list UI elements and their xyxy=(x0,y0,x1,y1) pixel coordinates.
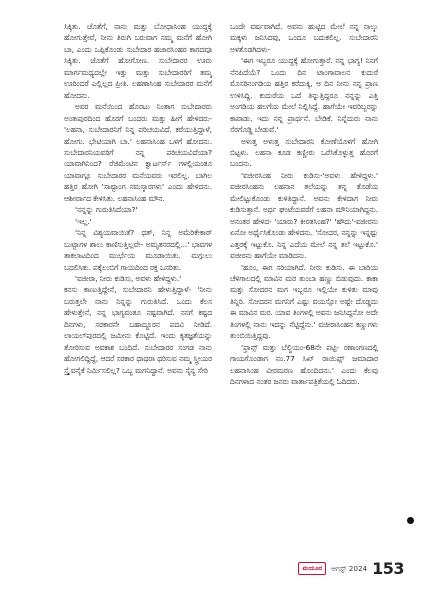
paragraph: 'ವಜೀರಾ, ನೀರು ಕುಡಿಸು, ಅವಳು ಹೇಳಿದ್ದಳು.' xyxy=(75,273,182,283)
paragraph: ಅವರ ಮನೆಯಿಂದ ಹೊರಟು ನಿಂತಾಗ ಸುಬೇದಾರರು ಅಂತಃಪುರದಿಂದ ಹೊರಗೆ ಬಂದರು ಮತ್ತು ಹೀಗೆ ಹೇಳಿದರು-'ಲಹನಾ, ಸುಬೇದಾರನಿಗೆ ನಿನ್ನ ಪರಿಚಯವಿದೆ. ಕರೆಯುತ್ತಿದ್ದಾಳೆ, ಹೋಗು. ಭೇಟಿಯಾಗಿ ಬಾ.' ಲಹನಾಸಿಂಹ ಒಳಗೆ ಹೋದನು. ಸುಬೇದಾರನಿಯವರಿಗೆ ನನ್ನ ಪರಿಚಯವಿದೆಯಾ? ಯಾವಾಗಿನಿಂದ? ರೆಜಿಮೆಂಟಿನ ಕ್ವಾರ್ಟರ್ಸ್ ಗಳಲ್ಲಿಯಂತೂ ಯಾವಾಗ್ಲೂ ಸುಬೇದಾರರ ಮನೆಯವರು ಇರಲಿಲ್ಲ. ಬಾಗಿಲ ಹತ್ತಿರ ಹೋಗಿ 'ಸಾಷ್ಟಾಂಗ ನಮಸ್ಕಾರಗಳು' ಎಂದು ಹೇಳಿದನು. ಆಶೀರ್ವಾದ ಕೇಳಿಸಿತು. ಲಹನಾಸಿಂಹ ಮೌನ. xyxy=(64,102,212,203)
paragraph: ಕನಸು ಕಾಣುತ್ತಿದ್ದೇನೆ, ಸುಬೇದಾರನಿ ಹೇಳುತ್ತಿದ್ದಾಳೆ- 'ನೀನು ಬರುತ್ತಲೇ ನಾನು ನಿನ್ನನ್ನು ಗುರುತಿಸಿದೆ. ಒಂದು ಕೆಲಸ ಹೇಳುತ್ತೇನೆ, ನನ್ನ ಭಾಗ್ಯವಂತೂ ನಷ್ಟವಾಗಿದೆ. ನನಗೆ ಕಷ್ಟದ ದಿನಗಳು, ಸರಕಾರನೇ ಬಹಾದ್ದೂರನ ಪದವಿ ನೀಡಿದೆ. ಲಾಯಲ್‌ಪುರದಲ್ಲಿ ಜಮೀನು ಕೊಟ್ಟಿದೆ. ಇಂದು ಕೃತಜ್ಞತೆಯನ್ನು ತೋರಿಸುವ ಅವಕಾಶ ಬಂದಿದೆ. ಸುಬೇದಾರರ ಸಂಗಡ ನಾನು ಹೋಗಲಿದ್ದಿದ್ದೆ, ಆದರೆ ಸರಕಾರ ಥಾಥರಾ ಥರಿಸುವ ನಮ್ಮ ಸ್ತ್ರೀಯರ ಸ್ತ್ರೈವನೈಕೆ ನಿರ್ಮಿಸಲಿಲ್ಲ? ಒಬ್ಬ ಮಗನಿದ್ದಾನೆ. ಅವನು ಸೈನ್ಯ ಸೇರಿ xyxy=(64,285,212,375)
right-column xyxy=(230,21,378,572)
paragraph: 'ಇಲ್ಲ.' xyxy=(75,216,92,226)
page-number: 153 xyxy=(372,559,404,578)
paragraph: 'ಈಗ ಇಬ್ಬರೂ ಯುದ್ಧಕ್ಕೆ ಹೋಗುತ್ತಾರೆ. ನನ್ನ ಭಾಗ್ಯ! ನಿನಗೆ ನೆನಪಿದೆಯೆ? ಒಂದು ದಿನ ಟಾಂಗಾವಾಲನ ಕುದುರೆ ಮೊಸರಿನಂಗಡಿಯ ಹತ್ತಿರ ಕರೆದುಕ್ಕಿ, ಆ ದಿನ ನೀನು ನನ್ನ ಪ್ರಾಣ ಉಳಿಸಿದ್ದಿ. ಕುದುರೆಯ ಒದೆ ತಿನ್ನುತ್ತಿದ್ದರೂ ನನ್ನನ್ನು ಎತ್ತಿ ಅಂಗಡಿಯ ಹಲಗೆಯ ಮೇಲೆ ನಿಲ್ಲಿಸಿದ್ದೆ. ಹಾಗೆಯೇ ಇವರಿಬ್ಬರನ್ನು ಕಾಪಾಡು. ಇದು ನನ್ನ ಪ್ರಾರ್ಥನೆ. ಬೇಡಿಕೆ. ನಿನ್ನೆದುರು ನಾನು ಸೆರಗೊಡ್ಡಿ ಬೇಡುವೆ.' xyxy=(230,56,378,135)
paragraph: 'ಫ್ರಾನ್ಸ್ ಮತ್ತು ಬೆಲ್ಜಿಯಂ-68ನೇ ಪಟ್ಟಿ- ರಣಾಂಗಣದಲ್ಲಿ ಗಾಯಗೊಂಡಾಗ ನಂ.77 ಸಿಖ್ ರಾಯಿಫ್ಸ್ ಜಮಾದಾರ ಲಹನಾಸಿಂಹ ವೀರಮರಣ ಹೊಂದಿದನು.' ಎಂದು ಕೆಲವು ದಿನಗಳಾದ ನಂತರ ಜನರು ವಾರ್ತಾಪತ್ರಿಕೆಯಲ್ಲಿ ಓದಿದರು. xyxy=(230,342,378,387)
left-column xyxy=(64,21,212,572)
paragraph: 'ಹೂಂ, ಈಗ ಸರಿಯಾಗಿದೆ. ನೀರು ಕುಡಿಸು. ಈ ಬಾರಿಯ ಚೆಳಿಗಾಲದಲ್ಲಿ ಮಾವಿನ ಮರ ತುಂಬಾ ಹಣ್ಣು ಬಿಡುವುದು. ಕಾಕಾ ಮತ್ತು ಸೋದರನ ಮಗ ಇಬ್ಬರೂ ಇಲ್ಲಿಯೇ ಕುಳಿತು ಮಾವು ತಿನ್ನಿರಿ. ಸೋದರನ ಮಗನಿಗೆ ಎಷ್ಟು ವಯಸ್ಸೋ ಅಷ್ಟೇ ದೊಡ್ಡದು ಈ ಮಾವಿನ ಮರ. ಯಾವ ತಿಂಗಳಲ್ಲಿ ಅವನು ಜನಿಸಿದ್ದನೋ ಅದೇ ತಿಂಗಳಲ್ಲಿ ನಾನು ಇದನ್ನು ನೆಟ್ಟಿದ್ದೆನು.' ವಜೀರಾಸಿಂಹನ ಕಣ್ಣುಗಳು ತುಂಬಿಯಿತ್ತಿದ್ದವು. xyxy=(230,262,378,341)
magazine-logo: ಮಯೂರ xyxy=(298,562,326,575)
paragraph: ಒಂದೇ ವರ್ಷವಾಗಿದೆ. ಅವನು ಹುಟ್ಟಿದ ಮೇಲೆ ನನ್ನ ನಾಲ್ಕು ಮಕ್ಕಳು ಜನಿಸಿದವು, ಒಂದೂ ಬದುಕಲಿಲ್ಲ. ಸುಬೇದಾರನಿ ಅಳತೊಡಗಿದಳು- xyxy=(230,22,378,54)
page-footer xyxy=(298,559,404,578)
paragraph: 'ನಿನ್ನ ವಿಶ್ಯಯವಾಯಿತೆ? ಧತ್, ನಿನ್ನ ಅಮೆರಿಕೇಕಾರ್ ಬುಟ್ಟಾಗಳ ಶಾಲು ಕಾಣಿಸುತ್ತಿಲ್ಲವೇ- ಅಮೃತಸರದಲ್ಲಿ...' ಭಾವಗಳ ತಾಕಲಾಟದಿಂದ ಮುರ್ಛೆಯ ಮೂಡಾಯಿತು. ಮಗ್ಗುಲು ಬದಲಿಸಿತು. ಪಕ್ಕೆಲುಬಿಗೆ ಗಾಯದಿಂದ ರಕ್ತ ಒಸರಿತು. xyxy=(64,228,212,272)
paragraph: ಸಿಕ್ಕಿತು. ಜೊತೆಗೆ, ನಾನು ಮತ್ತು ಬೋಧಾಸಿಂಹ ಯುದ್ಧಕ್ಕೆ ಹೋಗುತ್ತೇವೆ, ನೀನು ತಿರುಗಿ ಬರುವಾಗ ನಮ್ಮ ಮನೆಗೆ ಹೋಗಿ ಬಾ, ಎಂದು ಒಪ್ಪಿಕೊಂಡು ಸುಬೇದಾರ ಹಜಾರಸಿಂಹರ ಕಾಗದವೂ ಸಿಕ್ಕಿತು. ಜೊತೆಗೆ ಹೋಗೋಣ. ಸುಬೇದಾರರ ಊರು ಮಾರ್ಗಮಧ್ಯದಲ್ಲೇ ಇತ್ತು ಮತ್ತು ಸುಬೇದಾರರಿಗೆ ತಮ್ಮ ಊರಿಂದರೆ ಎಲ್ಲಿಲ್ಲದ ಪ್ರೀತಿ. ಲಹಣಾಸಿಂಹ ಸುಬೇದಾರರ ಮನೆಗೆ ಹೋದನು. xyxy=(64,22,212,100)
story-body xyxy=(64,21,378,572)
paragraph: ಅಳುತ್ತ ಅಳುತ್ತ ಸುಬೇದಾರನಿ ಕೋಣೆಯೊಳಗೆ ಹೋಗಿ ಬಿಟ್ಟಳು. ಲಹನಾ ಕೂಡ ಕಣ್ಣೀರು ಒರೆಸಿಕೊಳ್ಳುತ್ತ ಹೊರಗೆ ಬಂದನು. xyxy=(230,136,378,169)
paragraph: 'ನನ್ನನ್ನು ಗುರುತಿಸಿದೆಯಾ?' xyxy=(75,205,138,215)
bullet-marker xyxy=(407,517,414,524)
paragraph: 'ವಜೀರಸಿಂಹ ನೀರು ಕುಡಿಸು-'ಅವಳು ಹೇಳಿದ್ದಳು.' ವಜೀರಸಿಂಹನು ಲಹನಾನ ತಲೆಯನ್ನು ತನ್ನ ತೊಡೆಯ ಮೇಲಿಟ್ಟುಕೊಂಡು ಕುಳಿತಿದ್ದಾನೆ. ಅವನು ಕೇಳಿದಾಗ ನೀರು ಕುಡಿಸುತ್ತಾನೆ. ಅರ್ಧ ಘಂಟೆಯವರೆಗೆ ಲಹನಾ ಮೌನಿಯಾಗಿದ್ದನು. ಅನಂತರ ಹೇಳಿದ- 'ಯಾರು? ಕೀರತಸಿಂಹ?' 'ಹೌದು'-ವಜೀರನು ಏನೋ ಅರ್ಥೈಸಿಕೊಂಡು ಹೇಳಿದನು. 'ಸೋದರ, ನನ್ನನ್ನು ಇನ್ನಷ್ಟು ಎತ್ತರಕ್ಕೆ ಇಟ್ಟುಕೊ. ನಿನ್ನ ಎದೆಯ ಮೇಲೆ ನನ್ನ ತಲೆ ಇಟ್ಟುಕೊ.' ವಜೀರನು ಹಾಗೆಯೇ ಮಾಡಿದನು. xyxy=(230,170,378,261)
issue-date: ಆಗಸ್ಟ್ 2024 xyxy=(331,563,368,573)
